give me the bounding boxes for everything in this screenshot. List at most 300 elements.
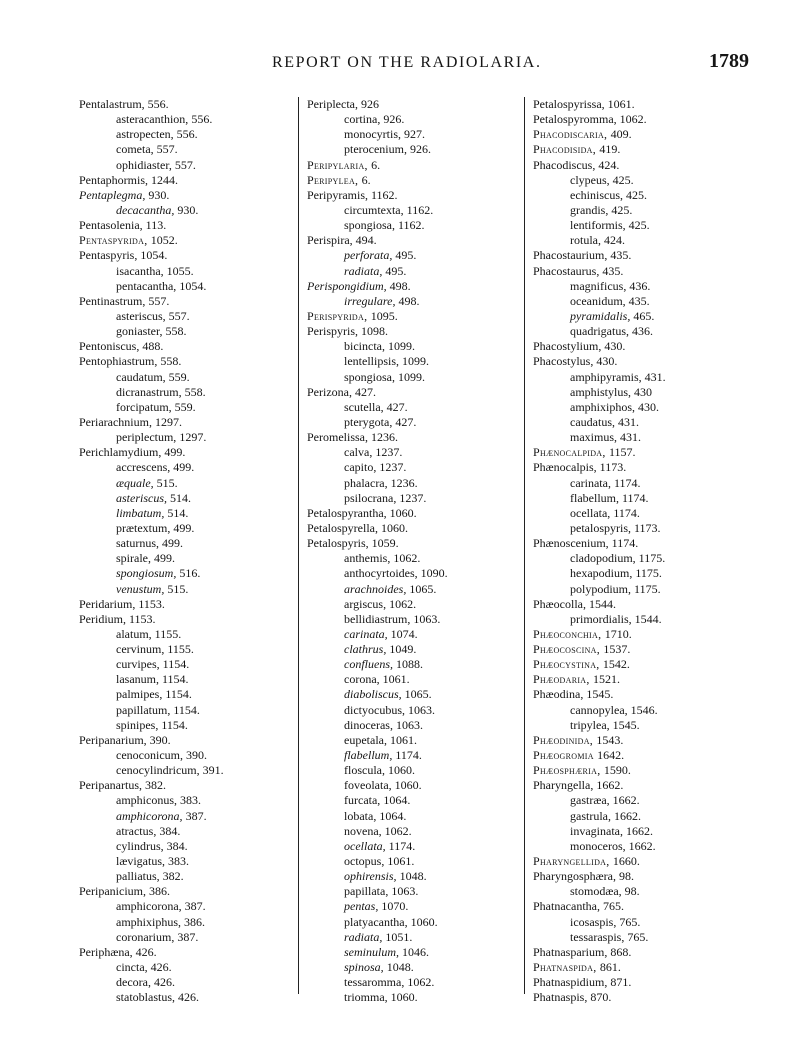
entry-page-ref: 1062. [389, 596, 417, 611]
entry-page-ref: 1175. [638, 551, 666, 566]
index-subentry [79, 385, 294, 400]
index-entry [533, 657, 773, 672]
index-subentry [533, 566, 773, 581]
index-subentry [533, 506, 773, 521]
entry-term: Periarachnium, [79, 414, 155, 429]
entry-page-ref: 425. [611, 202, 633, 217]
entry-page-ref: 499. [162, 536, 183, 551]
index-subentry [533, 309, 773, 324]
entry-term: tessaromma, [344, 975, 408, 990]
entry-term: arachnoides, [344, 581, 410, 596]
index-subentry [533, 703, 773, 718]
index-subentry [79, 687, 294, 702]
index-entry [533, 869, 773, 884]
entry-term: phalacra, [344, 475, 391, 490]
entry-page-ref: 427. [386, 399, 408, 414]
entry-term: forcipatum, [116, 399, 175, 414]
index-subentry [307, 839, 520, 854]
entry-page-ref: 1237. [399, 490, 427, 505]
entry-page-ref: 1521. [592, 672, 620, 687]
index-subentry [307, 975, 520, 990]
index-subentry [307, 582, 520, 597]
entry-page-ref: 515. [156, 475, 178, 490]
entry-term: coronarium, [116, 929, 178, 944]
index-entry [533, 854, 773, 869]
entry-term: astropecten, [116, 127, 177, 142]
index-subentry [79, 566, 294, 581]
entry-term: Perichlamydium, [79, 445, 165, 460]
entry-page-ref: 558. [184, 384, 206, 399]
entry-term: Phæodinida, [533, 732, 597, 747]
entry-term: asteracanthion, [116, 112, 192, 127]
entry-page-ref: 930. [148, 187, 170, 202]
index-subentry [307, 915, 520, 930]
index-entry [307, 324, 520, 339]
entry-term: bicincta, [344, 339, 388, 354]
index-subentry [533, 476, 773, 491]
entry-term: magnificus, [570, 278, 630, 293]
entry-term: decacantha, [116, 202, 178, 217]
index-subentry [307, 718, 520, 733]
entry-term: limbatum, [116, 505, 168, 520]
index-subentry [307, 990, 520, 1005]
index-column-2 [307, 97, 520, 1005]
entry-term: lentellipsis, [344, 354, 402, 369]
entry-term: novena, [344, 823, 385, 838]
entry-page-ref: 430. [638, 399, 659, 414]
entry-page-ref: 1175. [635, 566, 662, 581]
entry-page-ref: 1049. [389, 642, 417, 657]
index-entry [533, 990, 773, 1005]
entry-page-ref: 1157. [609, 445, 636, 460]
entry-term: Periplecta, [307, 97, 361, 111]
entry-page-ref: 1059. [371, 536, 399, 551]
entry-term: Phatnacantha, [533, 899, 603, 914]
entry-page-ref: 1060. [390, 990, 418, 1005]
entry-term: venustum, [116, 581, 168, 596]
entry-page-ref: 1090. [420, 566, 448, 581]
entry-page-ref: 1061. [607, 97, 635, 111]
entry-term: Perispyrida, [307, 308, 371, 323]
entry-term: pyramidalis, [570, 308, 634, 323]
entry-term: lævigatus, [116, 854, 169, 869]
index-entry [533, 960, 773, 975]
entry-term: psilocrana, [344, 490, 400, 505]
entry-term: spongiosum, [116, 566, 180, 581]
entry-term: Phatnasparium, [533, 944, 611, 959]
entry-page-ref: 383. [180, 793, 201, 808]
entry-term: Phatnaspis, [533, 990, 591, 1005]
index-entry [533, 158, 773, 173]
entry-term: Phænocalpis, [533, 460, 600, 475]
entry-page-ref: 1545. [612, 717, 640, 732]
entry-term: pterocenium, [344, 142, 410, 157]
entry-term: Perispira, [307, 233, 356, 248]
index-entry [533, 127, 773, 142]
entry-term: Phacodisida, [533, 142, 600, 157]
entry-page-ref: 1162. [406, 202, 434, 217]
entry-page-ref: 1061. [389, 732, 417, 747]
entry-page-ref: 495. [395, 248, 417, 263]
entry-page-ref: 861. [599, 960, 621, 975]
entry-page-ref: 870. [590, 990, 612, 1005]
entry-page-ref: 1046. [402, 944, 429, 959]
entry-term: radiata, [344, 263, 386, 278]
entry-term: Phacostylium, [533, 339, 605, 354]
entry-page-ref: 871. [610, 975, 632, 990]
entry-term: anthocyrtoides, [344, 566, 421, 581]
entry-page-ref: 556. [191, 112, 213, 127]
entry-term: echiniscus, [570, 187, 626, 202]
entry-page-ref: 1174. [613, 505, 640, 520]
entry-term: corona, [344, 672, 383, 687]
index-subentry [533, 294, 773, 309]
entry-page-ref: 1153. [129, 611, 156, 626]
index-entry [79, 778, 294, 793]
entry-page-ref: 558. [165, 324, 187, 339]
entry-term: Perispongidium, [307, 278, 390, 293]
entry-term: prætextum, [116, 520, 174, 535]
index-subentry [307, 597, 520, 612]
entry-page-ref: 1662. [612, 793, 640, 808]
index-entry [533, 97, 773, 112]
index-entry [533, 248, 773, 263]
entry-term: Phacostylus, [533, 354, 597, 369]
entry-term: Phæodaria, [533, 672, 593, 687]
entry-page-ref: 765. [602, 899, 624, 914]
entry-term: Phæocoscina, [533, 642, 604, 657]
entry-term: capito, [344, 460, 380, 475]
entry-page-ref: 1098. [361, 324, 388, 339]
index-entry [533, 945, 773, 960]
entry-term: Phæogromia [533, 748, 598, 763]
entry-page-ref: 557. [148, 293, 170, 308]
entry-page-ref: 514. [167, 505, 189, 520]
index-subentry [307, 854, 520, 869]
index-subentry [79, 324, 294, 339]
entry-page-ref: 391. [202, 763, 224, 778]
entry-term: accrescens, [116, 460, 174, 475]
entry-page-ref: 514. [170, 490, 191, 505]
entry-page-ref: 559. [174, 399, 196, 414]
entry-page-ref: 1546. [630, 702, 658, 717]
entry-term: Pentaspyrida, [79, 233, 151, 248]
entry-term: lasanum, [116, 672, 162, 687]
index-subentry [79, 824, 294, 839]
index-subentry [533, 324, 773, 339]
entry-term: decora, [116, 975, 154, 990]
index-column-1 [79, 97, 294, 1005]
index-entry [307, 430, 520, 445]
entry-page-ref: 1543. [596, 732, 624, 747]
index-subentry [79, 582, 294, 597]
entry-page-ref: 1642. [597, 748, 625, 763]
entry-page-ref: 1154. [173, 702, 200, 717]
entry-term: spongiosa, [344, 218, 398, 233]
index-subentry [79, 839, 294, 854]
entry-page-ref: 765. [619, 914, 641, 929]
index-subentry [79, 476, 294, 491]
index-subentry [307, 748, 520, 763]
entry-term: oceanidum, [570, 293, 629, 308]
entry-page-ref: 926 [360, 97, 379, 111]
entry-page-ref: 1174. [395, 748, 422, 763]
index-entry [533, 748, 773, 763]
index-entry [533, 445, 773, 460]
entry-term: pentacantha, [116, 278, 180, 293]
index-subentry [533, 521, 773, 536]
index-subentry [307, 657, 520, 672]
entry-term: amphipyramis, [570, 369, 645, 384]
entry-term: Phacostaurium, [533, 248, 611, 263]
index-subentry [307, 476, 520, 491]
entry-page-ref: 1542. [602, 657, 630, 672]
index-entry [307, 97, 520, 112]
entry-term: Phatnaspidium, [533, 975, 611, 990]
index-subentry [79, 506, 294, 521]
entry-term: amphiconus, [116, 793, 180, 808]
entry-term: grandis, [570, 202, 612, 217]
index-subentry [307, 248, 520, 263]
entry-page-ref: 1537. [603, 642, 631, 657]
entry-term: cenoconicum, [116, 748, 186, 763]
entry-page-ref: 424. [604, 233, 625, 248]
entry-page-ref: 557. [168, 308, 190, 323]
index-entry [307, 521, 520, 536]
entry-term: quadrigatus, [570, 324, 632, 339]
index-entry [307, 506, 520, 521]
entry-term: pterygota, [344, 414, 396, 429]
entry-term: polypodium, [570, 581, 635, 596]
entry-term: Peripylaria, [307, 157, 372, 172]
index-subentry [307, 809, 520, 824]
entry-page-ref: 1062. [407, 975, 435, 990]
entry-page-ref: 495. [385, 263, 407, 278]
entry-page-ref: 1162. [371, 187, 398, 202]
entry-page-ref: 1236. [371, 430, 398, 445]
entry-term: ophirensis, [344, 869, 400, 884]
entry-page-ref: 926. [409, 142, 431, 157]
entry-page-ref: 1710. [604, 626, 632, 641]
index-subentry [307, 899, 520, 914]
index-subentry [533, 824, 773, 839]
entry-term: amphicorona, [116, 899, 185, 914]
entry-term: alatum, [116, 626, 155, 641]
index-subentry [79, 990, 294, 1005]
entry-page-ref: 1544. [589, 596, 616, 611]
index-subentry [307, 264, 520, 279]
entry-term: Peromelissa, [307, 430, 371, 445]
entry-term: spinosa, [344, 960, 387, 975]
index-subentry [533, 839, 773, 854]
index-entry [79, 597, 294, 612]
entry-page-ref: 1174. [388, 838, 416, 853]
entry-page-ref: 430 [634, 384, 653, 399]
entry-page-ref: 409. [610, 127, 632, 142]
entry-page-ref: 427. [354, 384, 376, 399]
entry-page-ref: 498. [398, 293, 420, 308]
entry-page-ref: 387. [177, 929, 199, 944]
entry-page-ref: 1155. [167, 642, 194, 657]
entry-term: rotula, [570, 233, 604, 248]
entry-term: Perispyris, [307, 324, 361, 339]
index-subentry [79, 748, 294, 763]
entry-page-ref: 556. [176, 127, 198, 142]
entry-term: Phænoscenium, [533, 536, 612, 551]
entry-page-ref: 1590. [603, 763, 631, 778]
entry-term: icosaspis, [570, 914, 620, 929]
entry-page-ref: 1070. [381, 899, 409, 914]
entry-page-ref: 1173. [599, 460, 627, 475]
index-entry [307, 309, 520, 324]
entry-page-ref: 494. [355, 233, 377, 248]
entry-term: radiata, [344, 929, 386, 944]
entry-page-ref: 1074. [390, 626, 418, 641]
entry-term: Phacodiscus, [533, 157, 599, 172]
entry-page-ref: 499. [173, 520, 195, 535]
index-subentry [533, 718, 773, 733]
index-subentry [307, 672, 520, 687]
column-divider [524, 97, 525, 994]
index-subentry [533, 370, 773, 385]
entry-term: spongiosa, [344, 369, 398, 384]
index-entry [533, 642, 773, 657]
index-entry [79, 884, 294, 899]
entry-term: cervinum, [116, 642, 168, 657]
index-subentry [307, 142, 520, 157]
index-subentry [533, 173, 773, 188]
index-subentry [307, 400, 520, 415]
index-entry [533, 672, 773, 687]
entry-page-ref: 382. [162, 869, 184, 884]
entry-page-ref: 382. [144, 778, 166, 793]
entry-page-ref: 1662. [614, 808, 641, 823]
entry-term: Peripanartus, [79, 778, 145, 793]
entry-term: ophidiaster, [116, 157, 175, 172]
index-entry [79, 218, 294, 233]
entry-page-ref: 386. [184, 914, 205, 929]
entry-term: papillata, [344, 884, 392, 899]
index-subentry [79, 869, 294, 884]
entry-page-ref: 1174. [621, 490, 649, 505]
entry-page-ref: 436. [632, 324, 653, 339]
entry-term: Pharyngosphæra, [533, 869, 619, 884]
entry-page-ref: 1060. [410, 914, 438, 929]
index-subentry [307, 354, 520, 369]
entry-term: carinata, [570, 475, 614, 490]
index-subentry [79, 158, 294, 173]
index-subentry [79, 264, 294, 279]
index-entry [533, 627, 773, 642]
index-entry [533, 264, 773, 279]
entry-page-ref: 1060. [389, 505, 417, 520]
entry-page-ref: 426. [178, 990, 199, 1005]
entry-page-ref: 387. [185, 808, 207, 823]
entry-page-ref: 1662. [625, 823, 653, 838]
index-subentry [533, 582, 773, 597]
index-subentry [79, 930, 294, 945]
entry-page-ref: 1155. [154, 626, 182, 641]
index-subentry [307, 612, 520, 627]
entry-term: dictyocubus, [344, 702, 408, 717]
index-entry [533, 354, 773, 369]
entry-term: amphixiphos, [570, 399, 638, 414]
entry-term: argiscus, [344, 596, 390, 611]
entry-page-ref: 435. [602, 263, 624, 278]
index-subentry [307, 294, 520, 309]
entry-term: Pentalastrum, [79, 97, 148, 111]
index-subentry [79, 400, 294, 415]
entry-term: monocyrtis, [344, 127, 404, 142]
index-entry [307, 158, 520, 173]
index-subentry [533, 809, 773, 824]
index-subentry [533, 884, 773, 899]
index-subentry [79, 975, 294, 990]
entry-page-ref: 384. [159, 823, 181, 838]
entry-term: flabellum, [570, 490, 622, 505]
entry-term: Peripanarium, [79, 732, 150, 747]
entry-page-ref: 98. [619, 869, 634, 884]
entry-page-ref: 425. [612, 172, 634, 187]
entry-page-ref: 465. [633, 308, 655, 323]
entry-page-ref: 558. [160, 354, 182, 369]
entry-term: asteriscus, [116, 490, 170, 505]
entry-term: papillatum, [116, 702, 174, 717]
entry-term: triomma, [344, 990, 391, 1005]
entry-term: octopus, [344, 854, 388, 869]
entry-page-ref: 499. [154, 551, 175, 566]
entry-page-ref: 1154. [162, 672, 189, 687]
entry-page-ref: 1048. [399, 869, 427, 884]
entry-term: gastrula, [570, 808, 614, 823]
entry-term: saturnus, [116, 536, 162, 551]
entry-term: Petalospyrissa, [533, 97, 608, 111]
index-subentry [307, 127, 520, 142]
entry-page-ref: 868. [610, 944, 632, 959]
entry-page-ref: 426. [135, 944, 157, 959]
entry-page-ref: 390. [185, 748, 207, 763]
index-entry [79, 612, 294, 627]
entry-term: ocellata, [570, 505, 614, 520]
index-entry [307, 279, 520, 294]
index-subentry [79, 430, 294, 445]
entry-term: goniaster, [116, 324, 166, 339]
entry-page-ref: 1061. [387, 854, 415, 869]
entry-term: caudatus, [570, 414, 618, 429]
entry-term: irregulare, [344, 293, 399, 308]
entry-page-ref: 499. [173, 460, 195, 475]
entry-term: foveolata, [344, 778, 395, 793]
index-subentry [307, 687, 520, 702]
index-entry [533, 142, 773, 157]
page-header [0, 50, 800, 80]
entry-term: Phacodiscaria, [533, 127, 611, 142]
entry-term: Phatnaspida, [533, 960, 600, 975]
index-subentry [307, 884, 520, 899]
entry-term: primordialis, [570, 611, 635, 626]
entry-page-ref: 430. [596, 354, 618, 369]
index-entry [79, 354, 294, 369]
index-entry [79, 248, 294, 263]
entry-term: Phæocystina, [533, 657, 603, 672]
entry-page-ref: 1154. [165, 687, 192, 702]
entry-term: Petalospyrella, [307, 520, 381, 535]
index-subentry [533, 612, 773, 627]
index-subentry [307, 869, 520, 884]
entry-term: Pentophiastrum, [79, 354, 161, 369]
entry-term: Phæosphæria, [533, 763, 604, 778]
entry-term: Phæocolla, [533, 596, 589, 611]
